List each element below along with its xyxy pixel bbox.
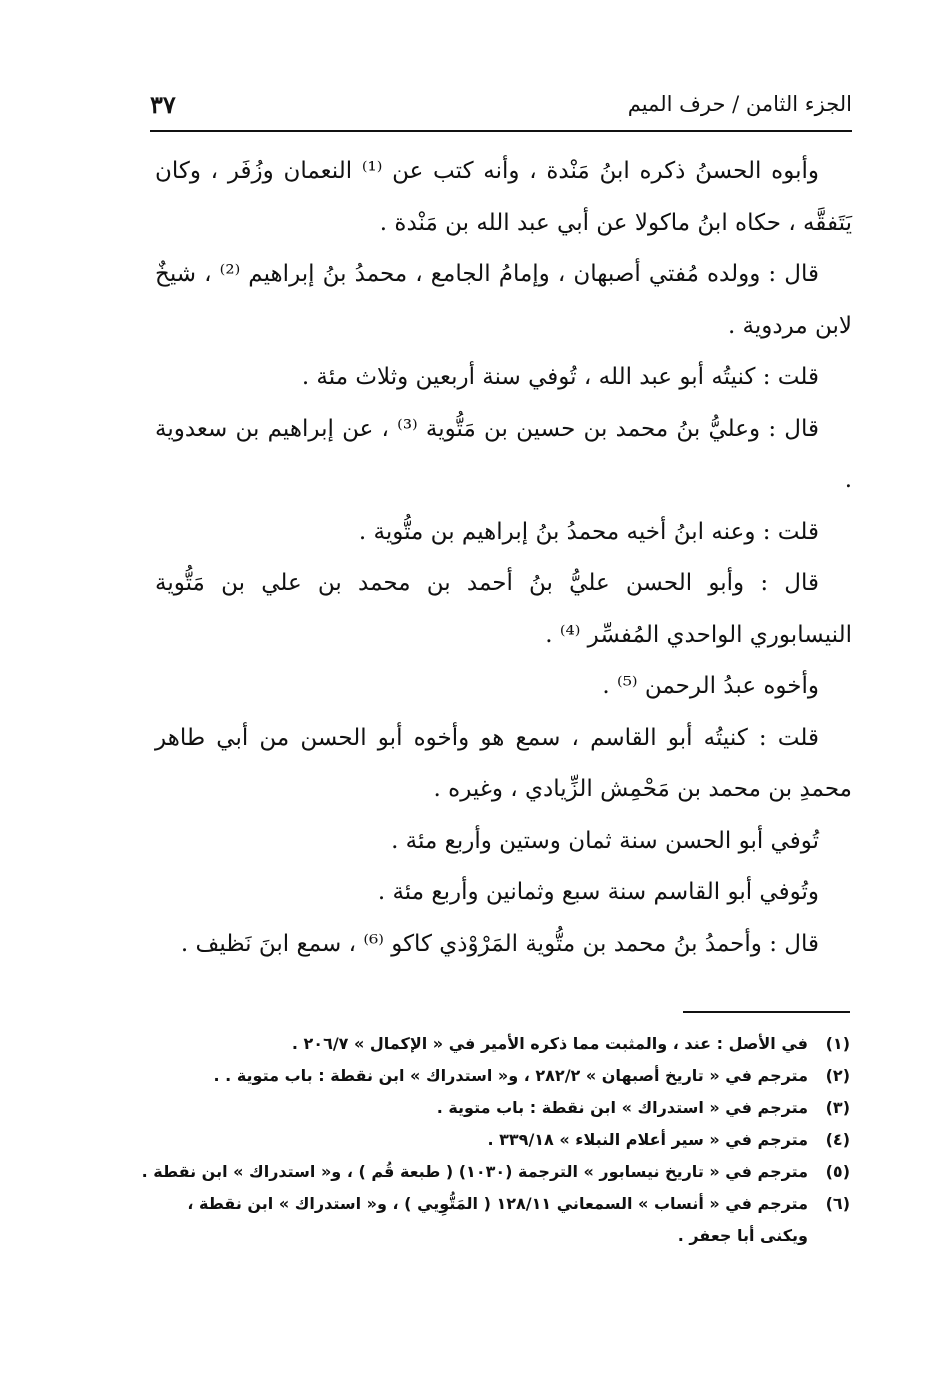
footnote-text: في الأصل : عند ، والمثبت مما ذكره الأمير في « الإكمال » ٢٠٦/٧ . [291,1034,808,1053]
footnote [140,1156,850,1188]
footnote-number: (٣) [825,1098,850,1117]
paragraph: قال : وولده مُفتي أصبهان ، وإمامُ الجامع ، محمدُ بنُ إبراهيم ⁽²⁾ ، شيخٌ لابن مردوية . [155,261,852,339]
paragraph: قلت : كنيتُه أبو عبد الله ، تُوفي سنة أربعين وثلاث مئة . [301,364,819,390]
paragraph: قال : وأحمدُ بنُ محمد بن متُّوية المَرْوْذي كاكو ⁽⁶⁾ ، سمع ابنَ نَظيف . [180,930,819,957]
paragraph: قال : وأبو الحسن عليُّ بنُ أحمد بن محمد بن علي بن مَتُّوية النيسابوري الواحدي المُفسِّر ⁽⁴⁾ . [155,570,852,648]
footnote-separator [683,1011,850,1013]
footnotes [140,1028,850,1252]
running-title: الجزء الثامن / حرف الميم [627,92,852,116]
footnote [140,1060,850,1092]
footnote-number: (٤) [825,1130,850,1149]
paragraph: وأبوه الحسنُ ذكره ابنُ مَنْدة ، وأنه كتب عن ⁽¹⁾ النعمان وزُفَر ، وكان يَتَفقَّه ، حكاه ابنُ ماكولا عن أبي عبد الله بن مَنْدة . [155,158,852,236]
paragraph: تُوفي أبو الحسن سنة ثمان وستين وأربع مئة . [391,827,819,854]
footnote [140,1124,850,1156]
footnote-number: (٥) [825,1162,850,1181]
footnote-text: مترجم في « استدراك » ابن نقطة : باب متوية . [436,1098,808,1117]
footnote-text: مترجم في « تاريخ أصبهان » ٢٨٢/٢ ، و« استدراك » ابن نقطة : باب متوية . . [213,1066,808,1085]
header-rule [150,130,852,132]
paragraph: قال : وعليُّ بنُ محمد بن حسين بن مَتُّوية ⁽³⁾ ، عن إبراهيم بن سعدوية . [155,415,852,493]
footnote-number: (١) [825,1034,850,1053]
page-number: ٣٧ [150,90,176,119]
footnote-text: مترجم في « أنساب » السمعاني ١٢٨/١١ ( المَتُّوِيي ) ، و« استدراك » ابن نقطة ، ويكنى أبا جعفر . [187,1194,808,1245]
footnote [140,1028,850,1060]
footnote-number: (٦) [825,1194,850,1213]
footnote-text: مترجم في « تاريخ نيسابور » الترجمة (١٠٣٠) ( طبعة قُم ) ، و« استدراك » ابن نقطة . [141,1162,808,1181]
paragraph: قلت : كنيتُه أبو القاسم ، سمع هو وأخوه أبو الحسن من أبي طاهر محمدِ بن محمد بن مَحْمِش الزِّيادي ، وغيره . [155,724,852,802]
main-text [155,146,852,970]
footnote-text: مترجم في « سير أعلام النبلاء » ٣٣٩/١٨ . [487,1130,808,1149]
paragraph: قلت : وعنه ابنُ أخيه محمدُ بنُ إبراهيم بن متُّوية . [358,518,819,545]
paragraph: وأخوه عبدُ الرحمن ⁽⁵⁾ . [602,673,819,699]
footnote [140,1092,850,1124]
paragraph: وتُوفي أبو القاسم سنة سبع وثمانين وأربع مئة . [377,879,819,905]
page-header [150,84,852,124]
footnote-number: (٢) [825,1066,850,1085]
footnote [140,1188,850,1252]
